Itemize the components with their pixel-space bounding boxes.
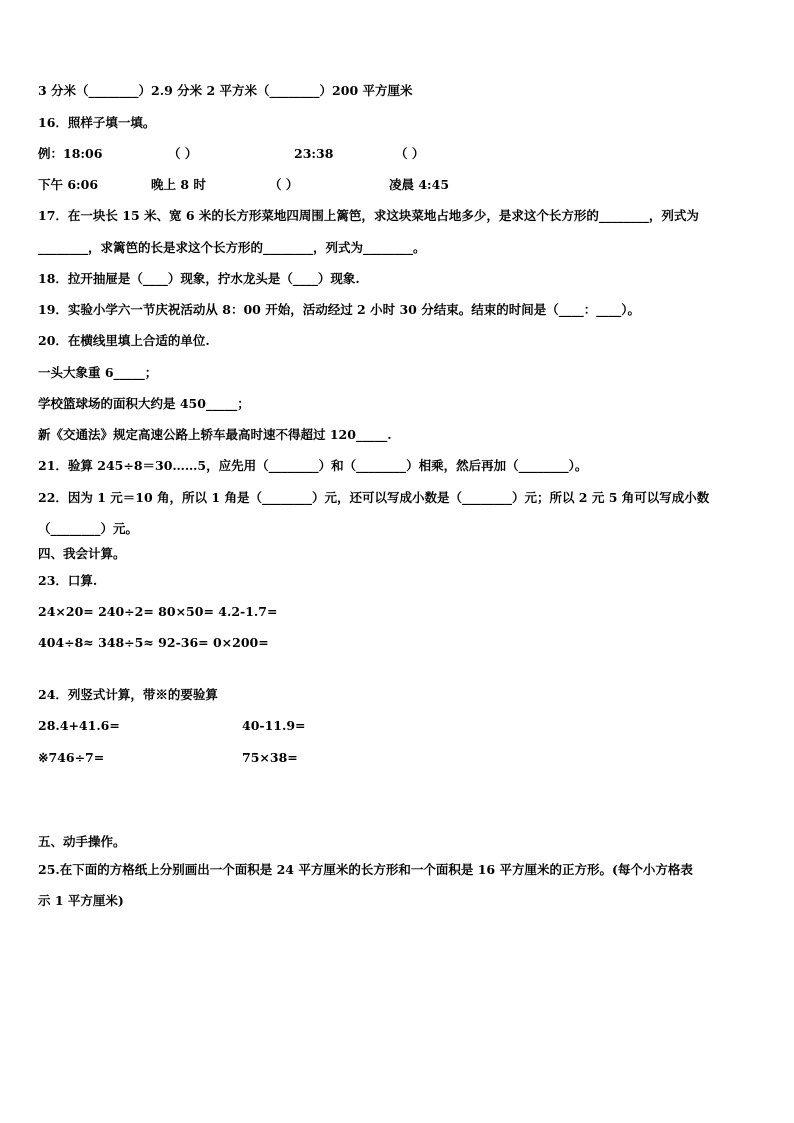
text-segment: 例：18:06 [38,146,103,161]
text-segment: 75×38= [242,750,298,765]
text-segment: 23:38 [294,146,334,161]
text-segment: 20．在横线里填上合适的单位. [38,333,210,348]
text-segment: ________，求篱笆的长是求这个长方形的________，列式为________。 [38,240,426,255]
text-segment: 19．实验小学六一节庆祝活动从 8：00 开始，活动经过 2 小时 30 分结束。结束的时间是（____：____）。 [38,302,640,317]
text-segment: ※746÷7= [38,750,105,765]
text-segment: 25.在下面的方格纸上分别画出一个面积是 24 平方厘米的长方形和一个面积是 16 平方厘米的正方形。(每个小方格表 [38,862,693,877]
text-segment: 17．在一块长 15 米、宽 6 米的长方形菜地四周围上篱笆，求这块菜地占地多少，是求这个长方形的________，列式为 [38,208,699,223]
text-segment: 21．验算 245÷8＝30……5，应先用（________）和（________）相乘，然后再加（________）。 [38,458,588,473]
text-segment: 28.4+41.6= [38,718,120,733]
answer-blank: （ ） [269,177,299,192]
text-segment: 晚上 8 时 [151,177,206,192]
text-segment: 四、我会计算。 [38,546,126,561]
text-segment: 一头大象重 6_____； [38,365,158,380]
text-segment: 24×20= 240÷2= 80×50= 4.2-1.7= [38,604,278,619]
text-segment: 22．因为 1 元＝10 角，所以 1 角是（________）元，还可以写成小数是（________）元；所以 2 元 5 角可以写成小数 [38,490,710,505]
text-segment: 凌晨 4:45 [389,177,450,192]
text-segment: 18．拉开抽屉是（____）现象，拧水龙头是（____）现象. [38,271,360,286]
text-segment: 404÷8≈ 348÷5≈ 92-36= 0×200= [38,635,269,650]
text-segment: 40-11.9= [242,718,306,733]
text-segment: 示 1 平方厘米) [38,893,124,908]
text-segment: 16．照样子填一填。 [38,115,156,130]
text-segment: 下午 6:06 [38,177,99,192]
answer-blank: （ ） [395,146,425,161]
text-segment: 23．口算. [38,573,98,588]
text-segment: 3 分米（________）2.9 分米 2 平方米（________）200 平方厘米 [38,83,413,98]
text-segment: 五、动手操作。 [38,834,126,849]
answer-blank: （ ） [168,146,198,161]
text-segment: （________）元。 [38,521,139,536]
text-segment: 学校篮球场的面积大约是 450_____； [38,396,250,411]
text-segment: 新《交通法》规定高速公路上轿车最高时速不得超过 120_____. [38,427,392,442]
text-segment: 24．列竖式计算，带※的要验算 [38,687,218,702]
